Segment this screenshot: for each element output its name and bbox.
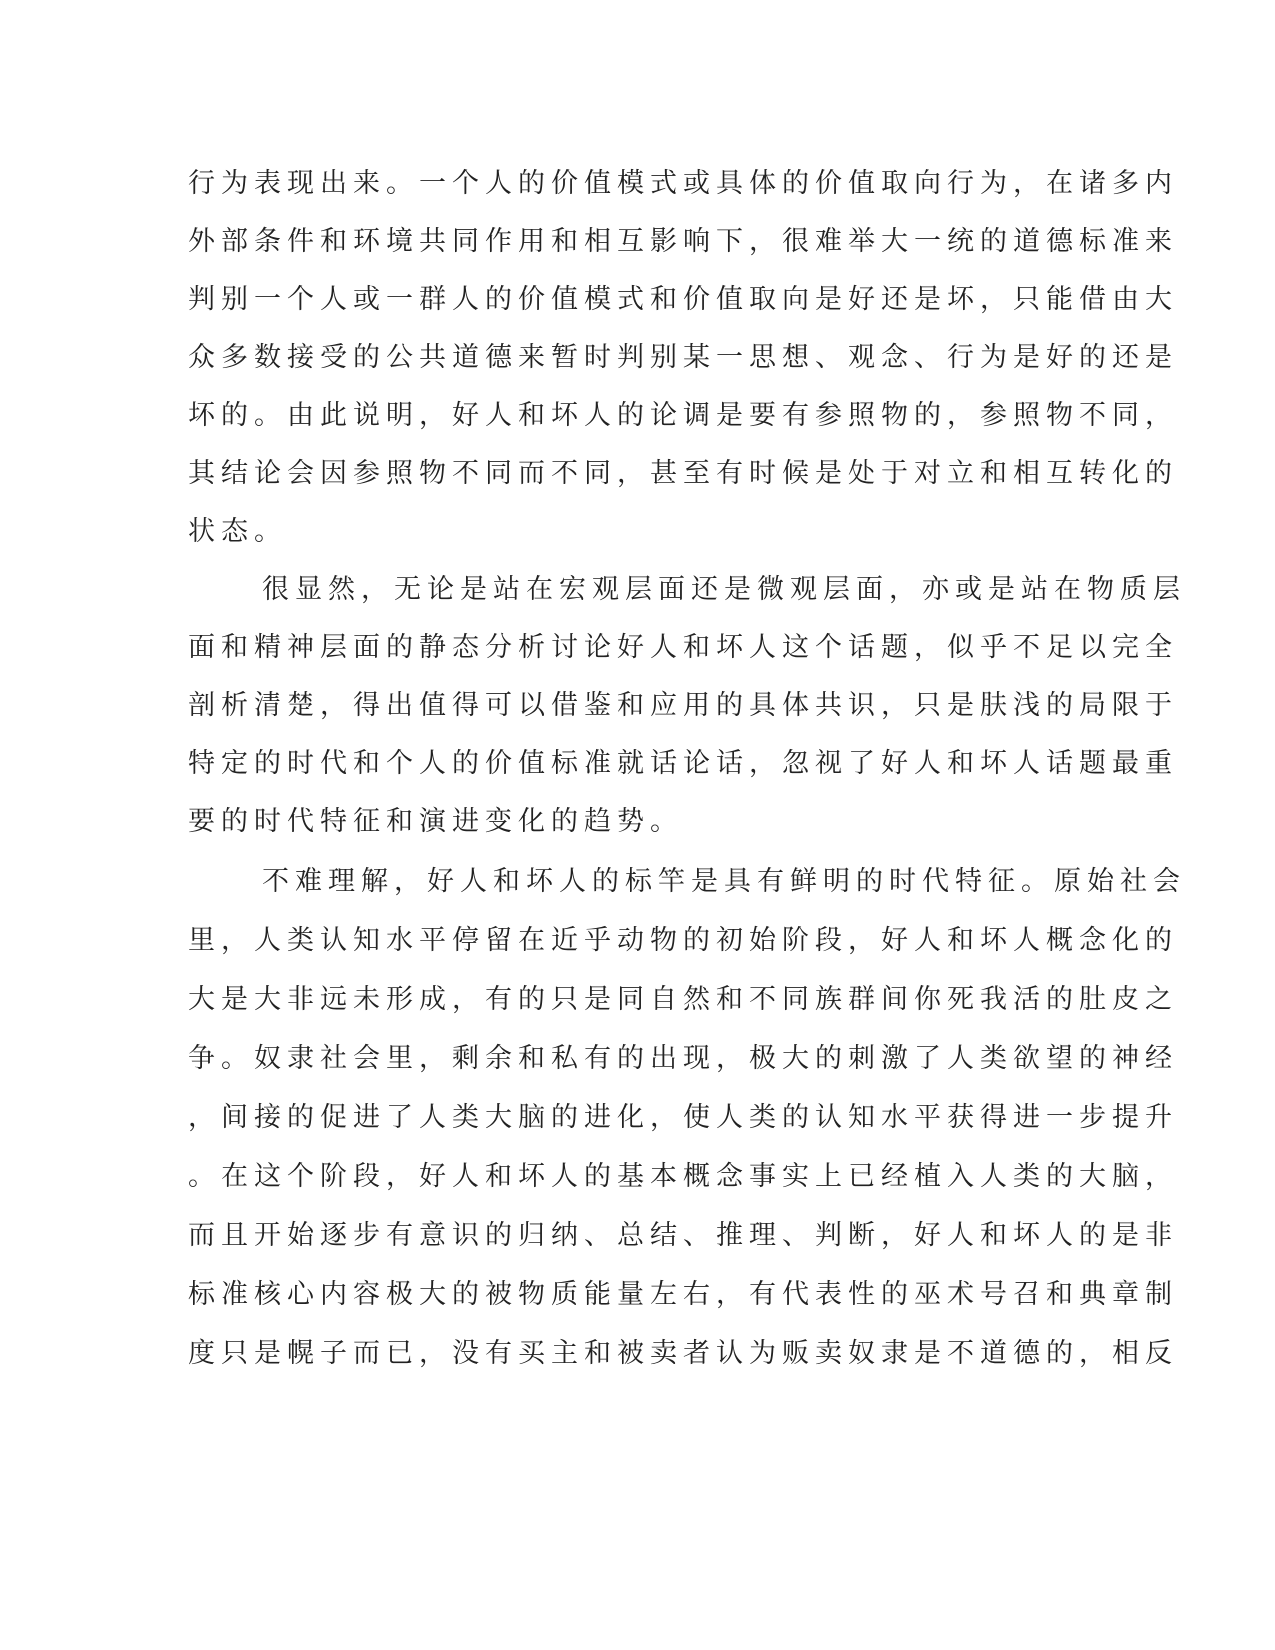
text-line: 众多数接受的公共道德来暂时判别某一思想、观念、行为是好的还是	[188, 342, 1178, 373]
text-line: 外部条件和环境共同作用和相互影响下，很难举大一统的道德标准来	[188, 226, 1178, 257]
text-line: 面和精神层面的静态分析讨论好人和坏人这个话题，似乎不足以完全	[188, 632, 1178, 663]
text-line: 坏的。由此说明，好人和坏人的论调是要有参照物的，参照物不同，	[188, 400, 1178, 431]
text-line: 标准核心内容极大的被物质能量左右，有代表性的巫术号召和典章制	[188, 1279, 1178, 1310]
text-line: 行为表现出来。一个人的价值模式或具体的价值取向行为，在诸多内	[188, 168, 1178, 199]
text-line: 争。奴隶社会里，剩余和私有的出现，极大的刺激了人类欲望的神经	[188, 1043, 1178, 1074]
text-line: 大是大非远未形成，有的只是同自然和不同族群间你死我活的肚皮之	[188, 984, 1178, 1015]
text-line: 状态。	[188, 516, 287, 547]
text-line: 而且开始逐步有意识的归纳、总结、推理、判断，好人和坏人的是非	[188, 1220, 1178, 1251]
text-line: 。在这个阶段，好人和坏人的基本概念事实上已经植入人类的大脑，	[188, 1161, 1178, 1192]
text-line: 判别一个人或一群人的价值模式和价值取向是好还是坏，只能借由大	[188, 284, 1178, 315]
text-line: 剖析清楚，得出值得可以借鉴和应用的具体共识，只是肤浅的局限于	[188, 690, 1178, 721]
text-line: 不难理解，好人和坏人的标竿是具有鲜明的时代特征。原始社会	[262, 866, 1186, 897]
text-line: 度只是幌子而已，没有买主和被卖者认为贩卖奴隶是不道德的，相反	[188, 1338, 1178, 1369]
text-line: 特定的时代和个人的价值标准就话论话，忽视了好人和坏人话题最重	[188, 748, 1178, 779]
text-line: 其结论会因参照物不同而不同，甚至有时候是处于对立和相互转化的	[188, 458, 1178, 489]
text-line: ，间接的促进了人类大脑的进化，使人类的认知水平获得进一步提升	[188, 1102, 1178, 1133]
text-line: 要的时代特征和演进变化的趋势。	[188, 806, 683, 837]
text-line: 里，人类认知水平停留在近乎动物的初始阶段，好人和坏人概念化的	[188, 925, 1178, 956]
text-line: 很显然，无论是站在宏观层面还是微观层面，亦或是站在物质层	[262, 574, 1186, 605]
